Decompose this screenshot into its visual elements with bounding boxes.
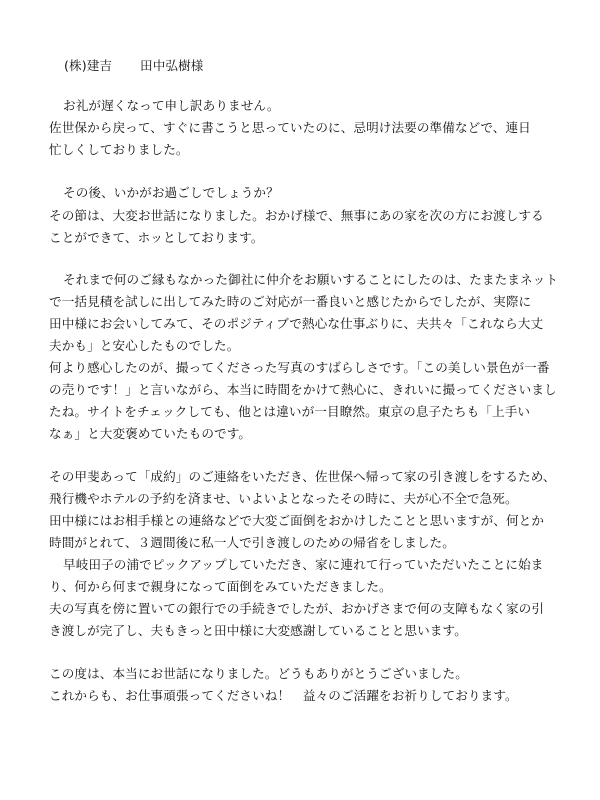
letter-line: 何より感心したのが、撮ってくださった写真のすばらしさです。「この美しい景色が一番 <box>49 360 550 375</box>
letter-line: 時間がとれて、３週間後に私一人で引き渡しのための帰省をしました。 <box>49 535 455 550</box>
letter-line: それまで何のご縁もなかった御社に仲介をお願いすることにしたのは、たまたまネット <box>63 272 559 287</box>
letter-line: 夫かも」と安心したものでした。 <box>49 338 240 353</box>
addressee-name: 田中弘樹様 <box>140 58 204 73</box>
letter-line: 佐世保から戻って、すぐに書こうと思っていたのに、忌明け法要の準備などで、連日 <box>49 120 531 135</box>
letter-line: お礼が遅くなって申し訳ありません。 <box>63 98 280 113</box>
letter-line: ことができて、ホッとしております。 <box>49 230 264 245</box>
letter-line: り、何から何まで親身になって面倒をみていただきました。 <box>49 579 392 594</box>
letter-line: 早岐田子の浦でピックアップしていただき、家に連れて行っていただいたことに始ま <box>63 557 544 572</box>
letter-line: その節は、大変お世話になりました。おかげ様で、無事にあの家を次の方にお渡しする <box>49 208 544 223</box>
letter-line: その後、いかがお過ごしでしょうか？ <box>63 185 279 200</box>
letter-line: の売りです！」と言いながら、本当に時間をかけて熱心に、きれいに撮ってくださいまし <box>49 382 557 397</box>
letter-line: 田中様にはお相手様との連絡などで大変ご面倒をおかけしたことと思いますが、何とか <box>49 513 545 528</box>
letter-line: で一括見積を試しに出してみた時のご対応が一番良いと感じたからでしたが、実際に <box>49 294 532 309</box>
letter-line: き渡しが完了し、夫もきっと田中様に大変感謝していることと思います。 <box>49 623 467 638</box>
letter-line: その甲斐あって「成約」のご連絡をいただき、佐世保へ帰って家の引き渡しをするため、 <box>49 469 556 484</box>
letter-line: 飛行機やホテルの予約を済ませ、いよいよとなったその時に、夫が心不全で急死。 <box>49 491 518 506</box>
letter-line: この度は、本当にお世話になりました。どうもありがとうございました。 <box>49 666 468 681</box>
letter-line: なぁ」と大変褒めていたものです。 <box>49 426 252 441</box>
letter-line: 忙しくしておりました。 <box>49 142 189 157</box>
letter-line: これからも、お仕事頑張ってくださいね！ 益々のご活躍をお祈りしております。 <box>49 688 518 703</box>
letter-line: たね。サイトをチェックしても、他とは違いが一目瞭然。東京の息子たちも「上手い <box>49 404 531 419</box>
letter-line: 夫の写真を傍に置いての銀行での手続きでしたが、おかげさまで何の支障もなく家の引 <box>49 601 545 616</box>
addressee-company: (株)建吉 <box>64 58 113 73</box>
letter-line: 田中様にお会いしてみて、そのポジティブで熱心な仕事ぶりに、夫共々「これなら大丈 <box>49 316 544 331</box>
